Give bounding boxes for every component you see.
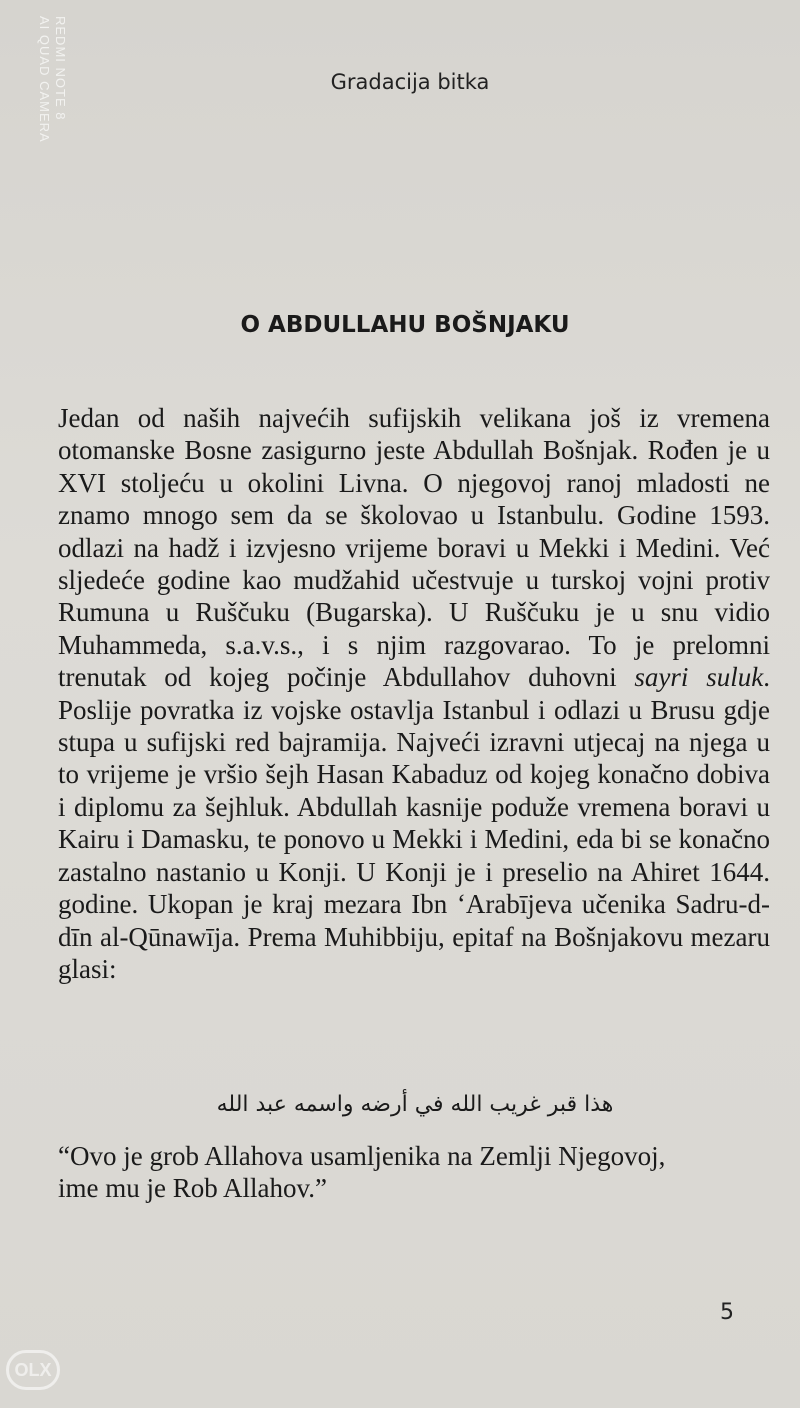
translation-line-1: “Ovo je grob Allahova usamljenika na Zemlji Njegovoj, [58,1141,666,1171]
translation-line-2: ime mu je Rob Allahov.” [58,1173,327,1204]
olx-logo [6,1350,60,1390]
body-paragraph [58,402,770,985]
page-number: 5 [720,1300,734,1325]
olx-logo-text: OLX [14,1359,52,1380]
paragraph-italic-term: sayri suluk [634,662,764,693]
running-header: Gradacija bitka [330,70,490,94]
chapter-title: O ABDULLAHU BOŠNJAKU [240,312,570,338]
epitaph-translation [58,1140,778,1205]
watermark-line-1: REDMI NOTE 8 [53,16,68,121]
watermark-line-2: AI QUAD CAMERA [37,16,52,143]
paragraph-text-end: . Poslije povratka iz vojske ostavlja Istanbul i odlazi u Brusu gdje stupa u sufijski red bajramija. Najveći izravni utjecaj na njega u to vrijeme je vršio šejh Hasan Kabaduz od kojeg konačno dobiva i diplomu za šejhluk. Abdullah kasnije poduže vremena boravi u Kairu i Damasku, te ponovo u Mekki i Medini, eda bi se konačno zastalno nastanio u Konji. U Konji je i preselio na Ahiret 1644. godine. Ukopan je kraj mezara Ibn ‘Arabījeva učenika Sadru-d-dīn al-Qūnawīja. Prema Muhibbiju, epitaf na Bošnjakovu mezaru glasi: [58,662,770,984]
paragraph-text-start: Jedan od naših najvećih sufijskih velikana još iz vremena otomanske Bosne zasigurno jeste Abdullah Bošnjak. Rođen je u XVI stoljeću u okolini Livna. O njegovoj ranoj mladosti ne znamo mnogo sem da se školovao u Istanbulu. Godine 1593. odlazi na hadž i izvjesno vrijeme boravi u Mekki i Medini. Već sljedeće godine kao mudžahid učestvuje u turskoj vojni protiv Rumuna u Ruščuku (Bugarska). U Ruščuku je u snu vidio Muhammeda, s.a.v.s., i s njim razgovarao. To je prelomni trenutak od kojeg počinje Abdullahov duhovni [58,403,770,693]
arabic-epitaph: هذا قبر غريب الله في أرضه واسمه عبد الله [216,1092,614,1117]
